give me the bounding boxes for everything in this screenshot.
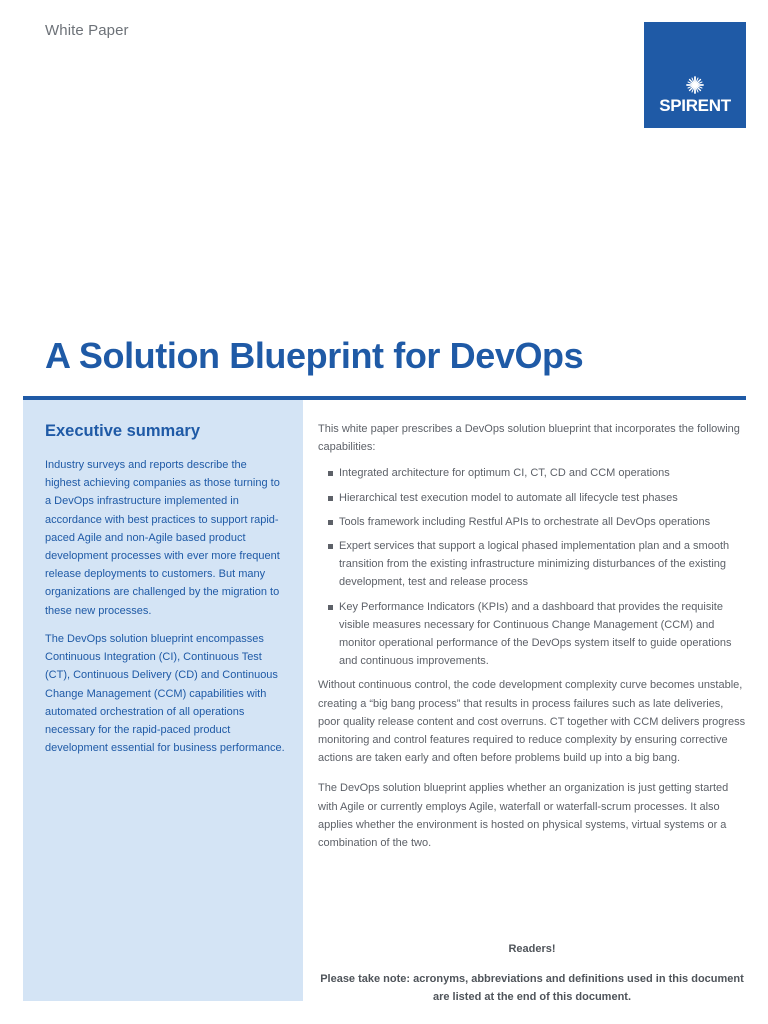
list-item-text: Key Performance Indicators (KPIs) and a dashboard that provides the requisite visible measures necessary for Continuous Change Management (CCM) and monitor operational performance of the DevOps system itself to guide operations and continuous improvements.: [339, 600, 732, 668]
page-title: A Solution Blueprint for DevOps: [45, 335, 584, 376]
list-item: [318, 464, 746, 482]
body-paragraph: The DevOps solution blueprint applies whether an organization is just getting started with Agile or currently employs Agile, waterfall or waterfall-scrum processes. It also applies whether the environment is hosted on physical systems, virtual systems or a combination of the two.: [318, 782, 729, 850]
body-paragraph: Without continuous control, the code development complexity curve becomes unstable, creating a “big bang process” that results in process failures such as late deliveries, poor quality release content and cost overruns. CT together with CCM delivers progress monitoring and control features required to reduce complexity by ensuring corrective actions are taken early and often before problems build up into a big bang.: [318, 679, 746, 765]
spirent-logo: [644, 22, 746, 128]
list-item-text: Expert services that support a logical phased implementation plan and a smooth transition from the existing infrastructure minimizing disturbances of the existing development, test and release process: [339, 540, 730, 589]
logo-wordmark: SPIRENT: [659, 96, 731, 115]
list-item-text: Integrated architecture for optimum CI, CT, CD and CCM operations: [339, 467, 670, 480]
document-type-label: White Paper: [45, 22, 129, 39]
capabilities-list: [318, 464, 746, 670]
main-body: [318, 420, 746, 852]
list-item: [318, 598, 746, 671]
summary-paragraph: Industry surveys and reports describe the highest achieving companies as those turning to a DevOps infrastructure implemented in accordance with best practices to support rapid-paced Agile and non-Agile based product development processes with ever more frequent release deployments to customers. But many organizations are challenged by the migration to these new processes.: [45, 459, 280, 617]
list-item: [318, 489, 746, 507]
bullet-icon: [328, 471, 333, 476]
bullet-icon: [328, 496, 333, 501]
bullet-icon: [328, 605, 333, 610]
executive-summary-panel: [23, 400, 303, 1001]
list-item-text: Hierarchical test execution model to automate all lifecycle test phases: [339, 491, 678, 504]
list-item: [318, 513, 746, 531]
readers-note: [318, 940, 746, 1006]
list-item-text: Tools framework including Restful APIs to orchestrate all DevOps operations: [339, 515, 711, 528]
bullet-icon: [328, 520, 333, 525]
summary-paragraph: The DevOps solution blueprint encompasses Continuous Integration (CI), Continuous Test (CT), Continuous Delivery (CD) and Continuous Change Management (CCM) capabilities with automated orchestration of all operations necessary for the rapid-paced product development essential for business performance.: [45, 633, 285, 755]
list-item: [318, 537, 746, 592]
bullet-icon: [328, 544, 333, 549]
executive-summary-heading: Executive summary: [45, 422, 201, 440]
readers-note-text: Please take note: acronyms, abbreviations and definitions used in this document are listed at the end of this document.: [320, 973, 744, 1003]
intro-paragraph: This white paper prescribes a DevOps solution blueprint that incorporates the following capabilities:: [318, 423, 740, 454]
readers-note-heading: Readers!: [508, 943, 556, 955]
